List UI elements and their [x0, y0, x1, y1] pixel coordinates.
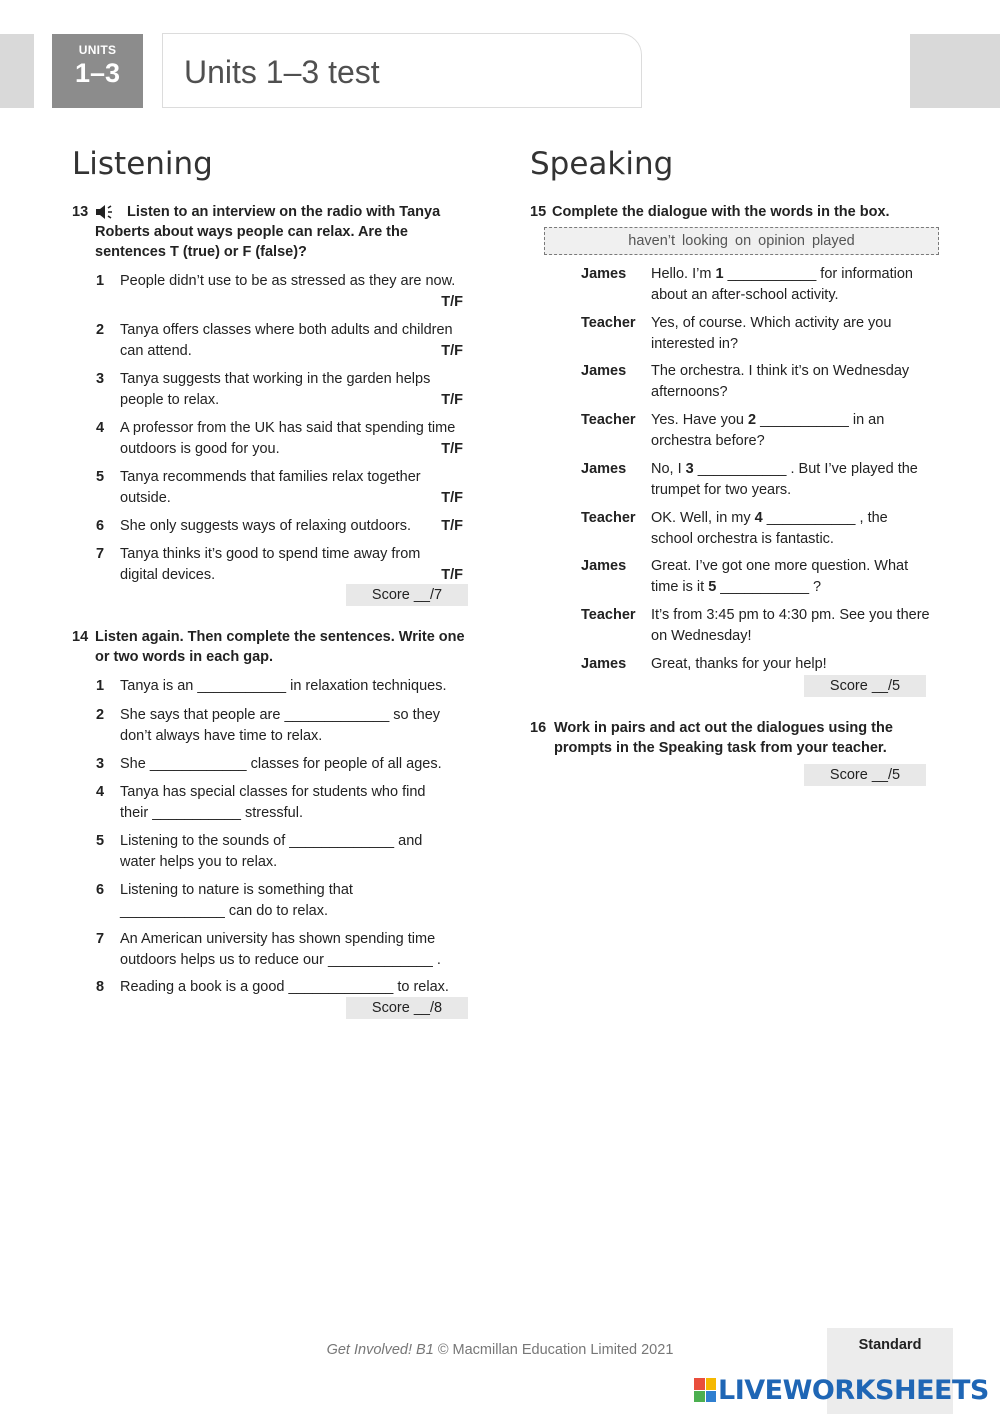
- item-number: 6: [96, 518, 105, 534]
- item-text: She says that people are _____________ so they don’t always have time to relax.: [120, 707, 441, 744]
- q14-text: Listen again. Then complete the sentences. Write one or two words in each gap.: [95, 629, 465, 665]
- dialogue-line: [581, 556, 931, 597]
- list-item: [96, 880, 468, 921]
- dialogue-text: [651, 605, 931, 646]
- liveworksheets-brand: LIVEWORKSHEETS: [718, 1374, 989, 1406]
- item-number: 3: [96, 756, 105, 772]
- liveworksheets-icon: [694, 1378, 716, 1402]
- gap-number: 2: [748, 412, 757, 428]
- item-text: Tanya recommends that families relax together outside.: [120, 469, 421, 506]
- dialogue-text-part: ___________ , the school orchestra is fantastic.: [651, 510, 888, 547]
- speaker-name: Teacher: [581, 607, 636, 623]
- q15-text: Complete the dialogue with the words in the box.: [552, 204, 890, 220]
- item-number: 8: [96, 979, 105, 995]
- list-item: [96, 544, 468, 585]
- speaker-name: James: [581, 656, 627, 672]
- units-number: 1–3: [74, 58, 121, 88]
- q15-number: 15: [530, 204, 547, 220]
- item-text: Tanya offers classes where both adults and children can attend.: [120, 322, 453, 359]
- item-text: Tanya has special classes for students who find their ___________ stressful.: [120, 784, 426, 821]
- dialogue-text-part: ___________ . But I’ve played the trumpet for two years.: [651, 461, 918, 498]
- item-number: 1: [96, 678, 105, 694]
- item-number: 6: [96, 882, 105, 898]
- q14-number: 14: [72, 629, 89, 645]
- q15-instruction: [530, 202, 940, 222]
- q15-score: Score __/5: [804, 675, 926, 697]
- item-number: 7: [96, 546, 105, 562]
- dialogue-text: [651, 361, 931, 402]
- dialogue-text-part: Yes, of course. Which activity are you interested in?: [651, 315, 892, 352]
- dialogue-text-part: Yes. Have you: [651, 412, 748, 428]
- speaking-heading: Speaking: [530, 146, 674, 182]
- list-item: [96, 705, 468, 746]
- q16-text: Work in pairs and act out the dialogues using the prompts in the Speaking task from your teacher.: [554, 720, 893, 756]
- item-number: 2: [96, 707, 105, 723]
- q13-instruction: [72, 202, 472, 262]
- dialogue-text: [651, 313, 931, 354]
- true-false-choice[interactable]: T/F: [441, 342, 463, 359]
- q16-score: Score __/5: [804, 764, 926, 786]
- gap-number: 3: [685, 461, 694, 477]
- liveworksheets-logo[interactable]: [694, 1374, 989, 1406]
- list-item: [96, 754, 468, 775]
- list-item: [96, 467, 468, 508]
- dialogue-text: [651, 556, 931, 597]
- item-number: 5: [96, 469, 105, 485]
- dialogue-text-part: ___________ in an orchestra before?: [651, 412, 885, 449]
- book-title: Get Involved! B1: [326, 1342, 434, 1358]
- item-text: Listening to nature is something that _____________ can do to relax.: [120, 882, 353, 919]
- item-text: Tanya is an ___________ in relaxation techniques.: [120, 678, 447, 694]
- copyright-text: © Macmillan Education Limited 2021: [433, 1342, 674, 1358]
- list-item: [96, 831, 468, 872]
- dialogue-text-part: OK. Well, in my: [651, 510, 755, 526]
- item-text: People didn’t use to be as stressed as they are now.: [120, 273, 456, 289]
- item-text: A professor from the UK has said that spending time outdoors is good for you.: [120, 420, 456, 457]
- speaker-name: James: [581, 266, 627, 282]
- dialogue-text-part: ___________ for information about an after-school activity.: [651, 266, 913, 303]
- q13-text: Listen to an interview on the radio with Tanya Roberts about ways people can relax. Are the sentences T (true) or F (false)?: [95, 204, 441, 260]
- dialogue-text-part: Great. I’ve got one more question. What time is it: [651, 558, 909, 595]
- true-false-choice[interactable]: T/F: [441, 566, 463, 583]
- dialogue-line: [581, 654, 931, 675]
- dialogue-text: [651, 654, 931, 675]
- list-item: [96, 418, 468, 459]
- true-false-choice[interactable]: T/F: [441, 440, 463, 457]
- dialogue-text-part: It’s from 3:45 pm to 4:30 pm. See you there on Wednesday!: [651, 607, 930, 644]
- dialogue-line: [581, 361, 931, 402]
- dialogue-line: [581, 605, 931, 646]
- item-text: Reading a book is a good _____________ to relax.: [120, 979, 449, 995]
- q13-number: 13: [72, 204, 89, 220]
- header-right-strip: [910, 34, 1000, 108]
- item-number: 5: [96, 833, 105, 849]
- list-item: [96, 977, 468, 998]
- list-item: [96, 516, 468, 537]
- listening-heading: Listening: [72, 146, 213, 182]
- true-false-choice[interactable]: T/F: [441, 293, 463, 310]
- page-title: Units 1–3 test: [184, 54, 380, 90]
- list-item: [96, 929, 468, 970]
- list-item: [96, 782, 468, 823]
- true-false-choice[interactable]: T/F: [441, 518, 463, 534]
- q16-instruction: [530, 718, 930, 758]
- item-number: 7: [96, 931, 105, 947]
- dialogue-text: [651, 459, 931, 500]
- q16-number: 16: [530, 720, 547, 736]
- q14-score: Score __/8: [346, 997, 468, 1019]
- level-label: Standard: [858, 1337, 922, 1353]
- item-number: 4: [96, 420, 105, 436]
- speaker-name: Teacher: [581, 412, 636, 428]
- speaker-name: James: [581, 461, 627, 477]
- item-text: An American university has shown spending time outdoors helps us to reduce our _____________ .: [120, 931, 441, 968]
- dialogue-text: [651, 410, 931, 451]
- gap-number: 5: [708, 578, 717, 595]
- title-box: [162, 33, 642, 108]
- item-text: She only suggests ways of relaxing outdoors.: [120, 518, 411, 534]
- gap-number: 4: [754, 510, 763, 526]
- item-text: Listening to the sounds of _____________ and water helps you to relax.: [120, 833, 423, 870]
- speaker-name: James: [581, 558, 627, 574]
- dialogue-text-part: Great, thanks for your help!: [651, 656, 827, 672]
- word-box: haven’t looking on opinion played: [544, 227, 939, 255]
- units-label: UNITS: [78, 43, 117, 57]
- item-text: Tanya thinks it’s good to spend time away from digital devices.: [120, 546, 421, 583]
- dialogue-line: [581, 459, 931, 500]
- list-item: [96, 271, 468, 310]
- dialogue-text-part: ___________ ?: [716, 578, 822, 595]
- speaker-name: James: [581, 363, 627, 379]
- dialogue-line: [581, 410, 931, 451]
- dialogue-text: [651, 508, 931, 549]
- units-badge: [52, 34, 143, 108]
- dialogue-text: [651, 264, 931, 305]
- audio-speaker-icon[interactable]: [95, 203, 117, 227]
- item-number: 2: [96, 322, 105, 338]
- header-left-strip: [0, 34, 34, 108]
- item-number: 1: [96, 273, 105, 289]
- item-text: She ____________ classes for people of all ages.: [120, 756, 442, 772]
- dialogue-text-part: The orchestra. I think it’s on Wednesday afternoons?: [651, 363, 910, 400]
- item-number: 4: [96, 784, 105, 800]
- list-item: [96, 320, 468, 361]
- true-false-choice[interactable]: T/F: [441, 391, 463, 408]
- speaker-name: Teacher: [581, 510, 636, 526]
- list-item: [96, 369, 468, 410]
- list-item: [96, 676, 468, 697]
- dialogue-text-part: Hello. I’m: [651, 266, 716, 282]
- item-number: 3: [96, 371, 105, 387]
- item-text: Tanya suggests that working in the garden helps people to relax.: [120, 371, 431, 408]
- true-false-choice[interactable]: T/F: [441, 489, 463, 506]
- dialogue-text-part: No, I: [651, 461, 686, 477]
- speaker-name: Teacher: [581, 315, 636, 331]
- gap-number: 1: [715, 266, 724, 282]
- q13-score: Score __/7: [346, 584, 468, 606]
- dialogue-line: [581, 264, 931, 305]
- q14-instruction: [72, 627, 472, 667]
- dialogue-line: [581, 313, 931, 354]
- dialogue-line: [581, 508, 931, 549]
